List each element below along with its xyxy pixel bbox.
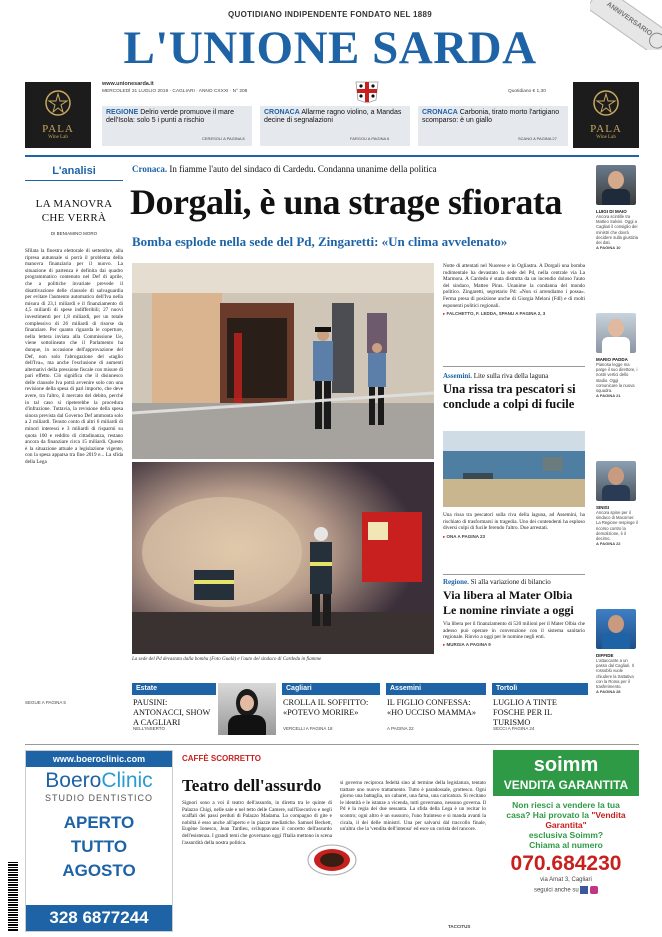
soimm-q-highlight: "Vendita Garantita" (545, 810, 626, 830)
person-text: Ancora scintille tra Matteo Salvini. Oggi a Cagliari il consiglio dei ministri che dovrà decidere sulla giustizia dei dati. (596, 214, 639, 246)
footer-divider (25, 744, 639, 745)
strip-photo-singer (218, 683, 276, 735)
teaser-tag: CRONACA (264, 109, 300, 116)
photo-car-on-fire (132, 462, 434, 654)
soimm-q2: esclusiva Soimm? (528, 830, 604, 840)
bottom-strip (132, 683, 588, 735)
ad-open: APERTO TUTTO AGOSTO (62, 813, 136, 880)
pala-sub: Wine Lab (48, 135, 68, 140)
teaser-tag: CRONACA (422, 109, 458, 116)
side-kicker-label: Regione. (443, 578, 469, 586)
pala-ad-right[interactable] (573, 82, 639, 148)
editorial-signature: TACCITUS (448, 924, 471, 929)
photo-lagoon (443, 431, 585, 507)
strip-item-estate[interactable] (132, 683, 216, 735)
corner-anniversary-badge (590, 0, 662, 50)
side-story-assemini[interactable] (443, 372, 585, 412)
strip-item-cagliari[interactable] (282, 683, 380, 735)
ref-arrow-icon: ▸ (443, 641, 446, 647)
analysis-title: LA MANOVRA CHE VERRÀ (35, 198, 113, 224)
ad-sub: STUDIO DENTISTICO (44, 793, 153, 803)
wine-logo-icon (591, 88, 621, 118)
analysis-label: L'analisi (25, 165, 123, 181)
strip-tag: Cagliari (282, 683, 380, 695)
soimm-q3: Chiama al numero (529, 840, 603, 850)
barcode (8, 862, 18, 932)
analysis-ref: SEGUE A PAGINA 5 (25, 700, 66, 705)
person-photo-avatar (596, 165, 636, 205)
masthead-tagline: QUOTIDIANO INDIPENDENTE FONDATO NEL 1889 (227, 10, 433, 19)
side-ref (443, 642, 585, 648)
soimm-text (493, 800, 639, 850)
header-divider (25, 155, 639, 157)
main-kicker (132, 164, 582, 174)
website-url[interactable]: www.unionesarda.it (102, 81, 154, 87)
side-ref-text: ONA A PAGINA 23 (446, 533, 486, 539)
side-headline: Una rissa tra pescatori si conclude a colpi di fucile (443, 382, 576, 411)
strip-ref: VERCELLI A PAGINA 18 (283, 726, 333, 731)
top-teaser-3[interactable] (418, 106, 568, 146)
person-ref: A PAGINA 21 (596, 393, 621, 399)
editorial-text-2: si governo reciproca fedeltà sino al termine della legislatura, tentato trattare uno nuovo trattamento. Tutto è paradossale, grottesco. Ogni giorno una battaglia, un cabaret, una farsa, una caricatura. Si recitano le identità e le istanze a vicenda, tutti governano, nessuno governa. Il Pd è la regia dei due sessanta. La sfida della Lega è un recitar lo scontro; ogni altro è un sussurro, l'uno frainteso e si manda avanti la cicala, il dei delle ministri. Una per salvarsi dal traccollo finale, un'altra che la 'vendita dell'intenso' ed esce un corista del rancore. (340, 780, 486, 833)
editorial-text-1: Signori sono a voi il teatro dell'assurdo, in diretta tra le quinte di Palazzo Chigi, nelle sale e nel tetto delle Camere, sull'Esecutivo e negli scaffali dei passi perduti di Palazzo Madama. Lo compagno di gite e nobiltà è esso anche all'aperto e in piazze mediatiche. Samuel Beckett, Eugène Ionesco, Jean Tardieu, sviluppavano il concetto dell'assurdo dell'esistenza. I grandi temi che governano oggi l'Italia mettono in scena l'assurdità della nostra politica. (182, 800, 332, 846)
kicker-label: Cronaca. (132, 164, 168, 174)
ad-url: www.boeroclinic.com (26, 751, 172, 767)
dateline: MERCOLEDÌ 31 LUGLIO 2019 · CAGLIARI · ANNO CXXXI · N° 208 (102, 89, 248, 94)
soimm-phone[interactable]: 070.684230 (510, 852, 622, 875)
teaser-tag: REGIONE (106, 109, 139, 116)
side-kicker-text: Sì alla variazione di bilancio (470, 578, 551, 586)
masthead-title: L'UNIONE SARDA (123, 22, 537, 74)
editorial-label: CAFFÈ SCORRETTO (182, 754, 261, 763)
strip-tag: Estate (132, 683, 216, 695)
person-text: L'attaccante a un passo dal Cagliari. Il rossoblù vuole chiudere la trattativa con la Roma per il trasferimento. (596, 658, 634, 690)
soimm-ad[interactable] (493, 750, 639, 932)
corner-badge-text: ANNIVERSARIO (605, 0, 654, 38)
person-photo-avatar (596, 461, 636, 501)
soimm-q1: Non riesci a vendere la tua casa? Hai provato la (506, 800, 620, 820)
pala-ad-left[interactable] (25, 82, 91, 148)
main-story-text: Notte di attentati nel Nuorese e in Ogliastra. A Dorgali una bomba rudimentale ha devastato la sede del Pd, nella centrale via La Marmora. A Cardedu è stata distrutta da un incendio doloso l'auto del sindaco, Matteo Piras. Unanime la condanna del mondo politico. Zingaretti, segretario Pd: «Non si arrendiamo i possa». Ferma presa di posizione anche di Giorgia Meloni (FdI) e di molti esponenti politici regionali. (443, 263, 585, 309)
teaser-ref: SCANO A PAGINA 27 (518, 136, 557, 141)
strip-headline: IL FIGLIO CONFESSA: «HO UCCISO MAMMA» (387, 698, 476, 717)
strip-headline: LUGLIO A TINTE FOSCHE PER IL TURISMO (493, 698, 557, 727)
person-name: MARIO PADDA (596, 357, 628, 362)
soimm-social-label: seguici anche su (533, 887, 579, 894)
ad-brand (26, 769, 172, 793)
side-kicker-label: Assemini. (443, 372, 472, 380)
soimm-header (493, 750, 639, 796)
teaser-ref: CERESOLI A PAGINA 8 (202, 136, 245, 141)
facebook-icon[interactable] (580, 886, 588, 894)
divider (443, 574, 585, 575)
strip-tag: Assemini (386, 683, 486, 695)
strip-item-tortoli[interactable] (492, 683, 588, 735)
side-story-1-text (443, 512, 585, 539)
analysis-author: DI BENIAMINO MORO (50, 231, 98, 236)
ref-arrow-icon: ▸ (443, 311, 446, 317)
person-card[interactable] (596, 609, 640, 739)
person-card[interactable] (596, 313, 640, 461)
pala-brand: PALA (590, 123, 622, 135)
people-column (596, 165, 640, 739)
ad-phone[interactable]: 328 6877244 (26, 905, 172, 931)
ad-brand-part2: Clinic (101, 769, 153, 792)
divider (443, 366, 585, 367)
person-name: SINISI (596, 505, 610, 510)
person-card[interactable] (596, 461, 640, 609)
main-headline[interactable]: Dorgali, è una strage sfiorata (130, 182, 562, 222)
person-card[interactable] (596, 165, 640, 313)
side-ref (443, 534, 585, 540)
person-ref: A PAGINA 22 (596, 541, 621, 547)
top-teaser-2[interactable] (260, 106, 410, 146)
kicker-text: In fiamme l'auto del sindaco di Cardedu. Condanna unanime della politica (169, 164, 437, 174)
side-ref-text: MURGIA A PAGINA 9 (446, 641, 491, 647)
strip-ref: NELL'INSERTO (133, 726, 165, 731)
boeroclinic-ad[interactable] (25, 750, 173, 932)
price: Quotidiano € 1,30 (508, 89, 546, 94)
strip-headline: CROLLA IL SOFFITTO: «POTEVO MORIRE» (283, 698, 369, 717)
person-text: Pianosa legge ma parge il suo direttore, i nostri vertici dello stadio. Oggi comunicare la nuova squadra. (596, 362, 638, 394)
soimm-brand: soimm (533, 754, 599, 776)
photo-pd-office-damaged (132, 263, 434, 459)
side-story-mater-olbia[interactable] (443, 578, 585, 647)
pala-brand: PALA (42, 123, 74, 135)
instagram-icon[interactable] (590, 886, 598, 894)
strip-tag: Tortolì (492, 683, 588, 695)
strip-ref: A PAGINA 22 (387, 726, 414, 731)
person-photo-avatar (596, 609, 636, 649)
soimm-social (493, 886, 639, 894)
teaser-text: Carbonia, tirato morto l'artigiano scomparso: è un giallo (422, 109, 560, 124)
person-name: LUIGI DI MAIO (596, 209, 627, 214)
analysis-text: Sfilata la finestra elettorale di settembre, alla ripresa autunnale si porrà il problema della manovra finanziaria per il nuovo. La situazione di partenza è definita dai quadro programmatico contenuto nel Def di aprile, che a politiche invariate prevede il disattivazione delle clausole di salvaguardia per evitare l'aumento automatico dell'Iva nella misura di 23,1 miliardi e il finanziamento di 4,5 miliardi di spese indifferibili; 27 nuovi investimenti per 1,8 miliardi, per un totale complessivo di 26 miliardi di risorse da finanziare. Per quanto riguarda le coperture, nella lettera inviata alla Commissione Ue, viene sottolineato che il Parlamento ha dunque, in occasione dell'approvazione del Def, non solo l'abrogazione del «taglio dell'Iva», ma anche l'esclusione di aumenti alternativi della pressione fiscale con misure di pari effetto. Ciò significa che il disinnesco delle clausole Iva potrà avvenire solo con una revisione della spesa di pari importo, che deve avere, tra l'altro, il mercato del debito, perché in tal caso si ripeterebbe la procedura d'infrazione. Tuttavia, la revisione della spesa sinora prevista dal Governo Def ammonta solo a 2 miliardi. Tenuto conto di altri 6 miliardi di minori interessi e 3 miliardi di risparmi su quota 100 e reddito di cittadinanza, restano ancora da finanziare circa 15 miliardi. Questo è la situazione attuale a legislazione vigente, con la spesa apparsa tra fine 2019 e... La sfida della Lega (25, 248, 123, 465)
teaser-text: Allarme ragno violino, a Mandas decine di segnalazioni (264, 109, 402, 124)
strip-ref: SECCI A PAGINA 24 (493, 726, 535, 731)
side-headline: Via libera al Mater Olbia Le nomine rinviate a oggi (443, 588, 574, 617)
pala-sub: Wine Lab (596, 135, 616, 140)
person-text: Ancora spine per il sindaco di Macomer. La Regione respinge il ricorso contro la demolizione, è il decimo. (596, 510, 638, 542)
person-ref: A PAGINA 10 (596, 245, 621, 251)
soimm-banner: VENDITA GARANTITA (503, 778, 629, 792)
photo-caption: La sede del Pd devastata dalla bomba (Foto Gualà) e l'auto del sindaco di Cardedu in fiamme (132, 657, 322, 662)
main-story-ref (443, 311, 585, 317)
side-kicker-text: Lite sulla riva della laguna (473, 372, 549, 380)
top-teaser-1[interactable] (102, 106, 252, 146)
soimm-address: via Amat 3, Cagliari (540, 877, 592, 883)
editorial-title[interactable]: Teatro dell'assurdo (182, 776, 322, 795)
strip-item-assemini[interactable] (386, 683, 486, 735)
teaser-text: Delrio verde promuove il mare dell'Isola: solo 5 i punti a rischio (106, 109, 235, 124)
teaser-ref: FARGOU A PAGINA 6 (350, 136, 390, 141)
analysis-column (25, 165, 123, 735)
ad-brand-part1: Boero (45, 769, 102, 792)
sardinia-flag-icon (352, 78, 382, 104)
main-story-text-block (443, 263, 585, 317)
wine-logo-icon (43, 88, 73, 118)
ref-arrow-icon: ▸ (443, 533, 446, 539)
person-ref: A PAGINA 28 (596, 689, 621, 695)
side-text: Via libera per il finanziamento di 520 milioni per il Mater Olbia che adesso può operare in convenzione con il sistema sanitario regionale. Rinvio a oggi per le nomine negli enti. (443, 621, 585, 641)
person-name: DIFFIDE (596, 653, 614, 658)
main-story-ref-text: FALCHETTO, F. LEDDA, SPANU A PAGINA 2, 3 (446, 311, 546, 317)
person-photo-avatar (596, 313, 636, 353)
side-text: Una rissa tra pescatori sulla riva della laguna, ad Assemini, ha rischiato di trasformarsi in tragedia. Uno dei contendenti ha esploso diversi colpi di fucile ferendo l'altro. Due arrestati. (443, 512, 585, 532)
main-subhead: Bomba esplode nella sede del Pd, Zingaretti: «Un clima avvelenato» (132, 234, 508, 249)
strip-headline: PAUSINI: ANTONACCI, SHOW A CAGLIARI (133, 698, 211, 727)
